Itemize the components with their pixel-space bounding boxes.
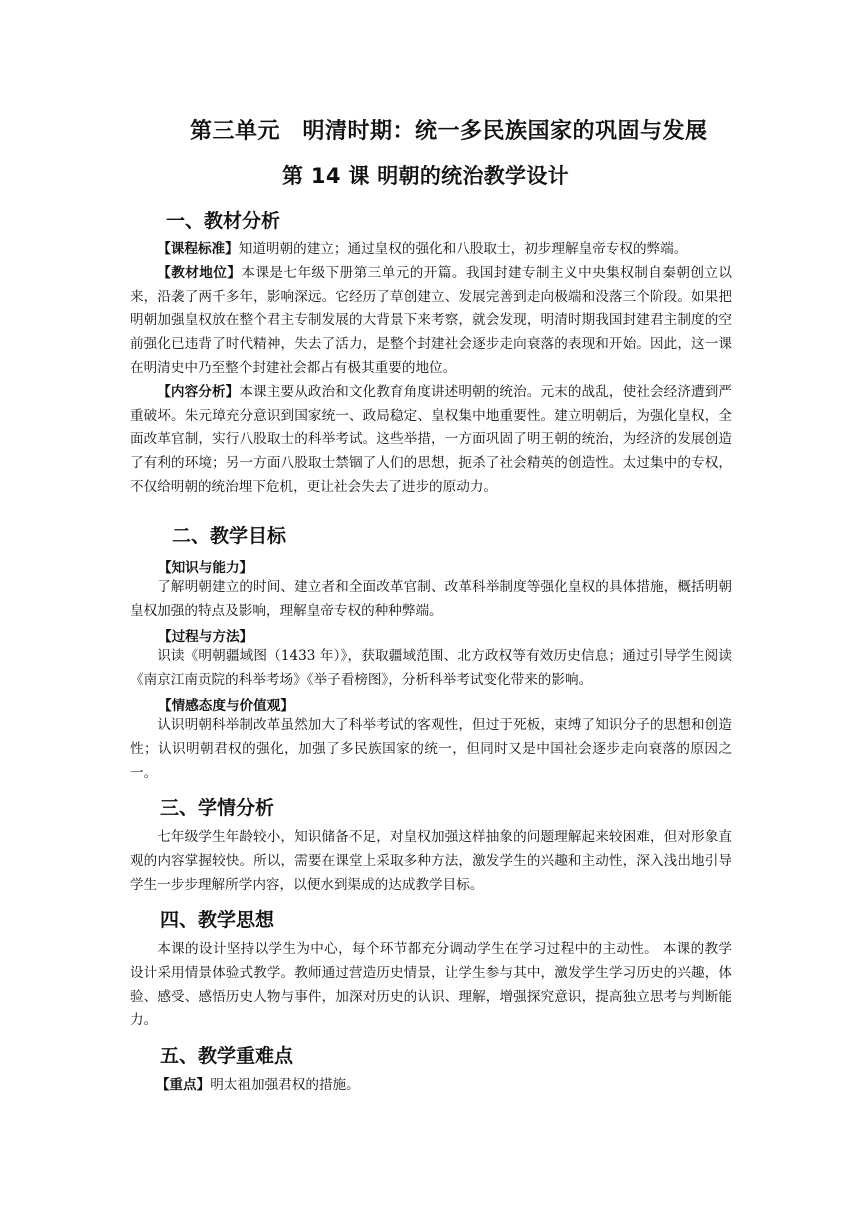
key-point-paragraph	[130, 1074, 732, 1098]
content-analysis-text: 本课主要从政治和文化教育角度讲述明朝的统治。元末的战乱，使社会经济遭到严重破坏。朱元璋充分意识到国家统一、政局稳定、皇权集中地重要性。建立明朝后，为强化皇权，全面改革官制，实行八股取士的科举考试。这些举措，一方面巩固了明王朝的统治，为经济的发展创造了有利的环境；另一方面八股取士禁锢了人们的思想，扼杀了社会精英的创造性。太过集中的专权，不仅给明朝的统治埋下危机，更让社会失去了进步的原动力。	[130, 383, 733, 495]
student-analysis-body	[130, 826, 732, 897]
curriculum-standard-paragraph	[130, 238, 732, 262]
lesson-title: 第 14 课 明朝的统治教学设计	[282, 164, 569, 188]
curriculum-standard-label: 【课程标准】	[157, 241, 239, 257]
knowledge-ability-text: 了解明朝建立的时间、建立者和全面改革官制、改革科举制度等强化皇权的具体措施，概括明朝皇权加强的特点及影响，理解皇帝专权的种种弊端。	[130, 579, 732, 619]
student-analysis-text: 七年级学生年龄较小，知识储备不足，对皇权加强这样抽象的问题理解起来较困难，但对形象直观的内容掌握较快。所以，需要在课堂上采取多种方法，激发学生的兴趣和主动性，深入浅出地引导学生一步步理解所学内容，以便水到渠成的达成教学目标。	[130, 829, 732, 893]
section-heading-student-analysis: 三、学情分析	[160, 797, 275, 819]
section-heading-teaching-objectives: 二、教学目标	[172, 525, 287, 547]
emotion-values-body	[130, 714, 732, 785]
process-method-text: 识读《明朝疆域图（1433 年）》，获取疆域范围、北方政权等有效历史信息；通过引导学生阅读《南京江南贡院的科举考场》《举子看榜图》，分析科举考试变化带来的影响。	[130, 648, 732, 688]
key-point-text: 明太祖加强君权的措施。	[210, 1077, 360, 1093]
teaching-philosophy-body	[130, 938, 732, 1033]
section-heading-key-difficult-points: 五、教学重难点	[160, 1045, 294, 1067]
process-method-body	[130, 645, 732, 693]
section-textbook-analysis-body	[130, 238, 732, 500]
key-points-body	[130, 1074, 732, 1098]
section-heading-teaching-philosophy: 四、教学思想	[160, 909, 275, 931]
emotion-values-label: 【情感态度与价值观】	[158, 698, 294, 714]
section-heading-textbook-analysis: 一、教材分析	[166, 210, 281, 232]
teaching-philosophy-text: 本课的设计坚持以学生为中心，每个环节都充分调动学生在学习过程中的主动性。 本课的教学设计采用情景体验式教学。教师通过营造历史情景，让学生参与其中，激发学生学习历史的兴趣，体验、感受、感悟历史人物与事件，加深对历史的认识、理解，增强探究意识，提高独立思考与判断能力。	[130, 941, 732, 1029]
content-analysis-paragraph	[130, 381, 732, 500]
curriculum-standard-text: 知道明朝的建立；通过皇权的强化和八股取士，初步理解皇帝专权的弊端。	[238, 241, 688, 257]
textbook-position-text: 本课是七年级下册第三单元的开篇。我国封建专制主义中央集权制自秦朝创立以来，沿袭了两千多年，影响深远。它经历了草创建立、发展完善到走向极端和没落三个阶段。如果把明朝加强皇权放在整个君主专制发展的大背景下来考察，就会发现，明清时期我国封建君主制度的空前强化已违背了时代精神，失去了活力，是整个封建社会逐步走向衰落的表现和开始。因此，这一课在明清史中乃至整个封建社会都占有极其重要的地位。	[130, 264, 733, 376]
process-method-label: 【过程与方法】	[158, 629, 254, 645]
textbook-position-paragraph	[130, 262, 732, 381]
knowledge-ability-label: 【知识与能力】	[158, 560, 254, 576]
key-point-label: 【重点】	[155, 1077, 211, 1093]
unit-title: 第三单元 明清时期：统一多民族国家的巩固与发展	[190, 119, 708, 144]
knowledge-ability-body	[130, 576, 732, 624]
textbook-position-label: 【教材地位】	[157, 264, 242, 281]
content-analysis-label: 【内容分析】	[157, 383, 240, 400]
emotion-values-text: 认识明朝科举制改革虽然加大了科举考试的客观性，但过于死板，束缚了知识分子的思想和创造性；认识明朝君权的强化，加强了多民族国家的统一，但同时又是中国社会逐步走向衰落的原因之一。	[130, 717, 732, 781]
